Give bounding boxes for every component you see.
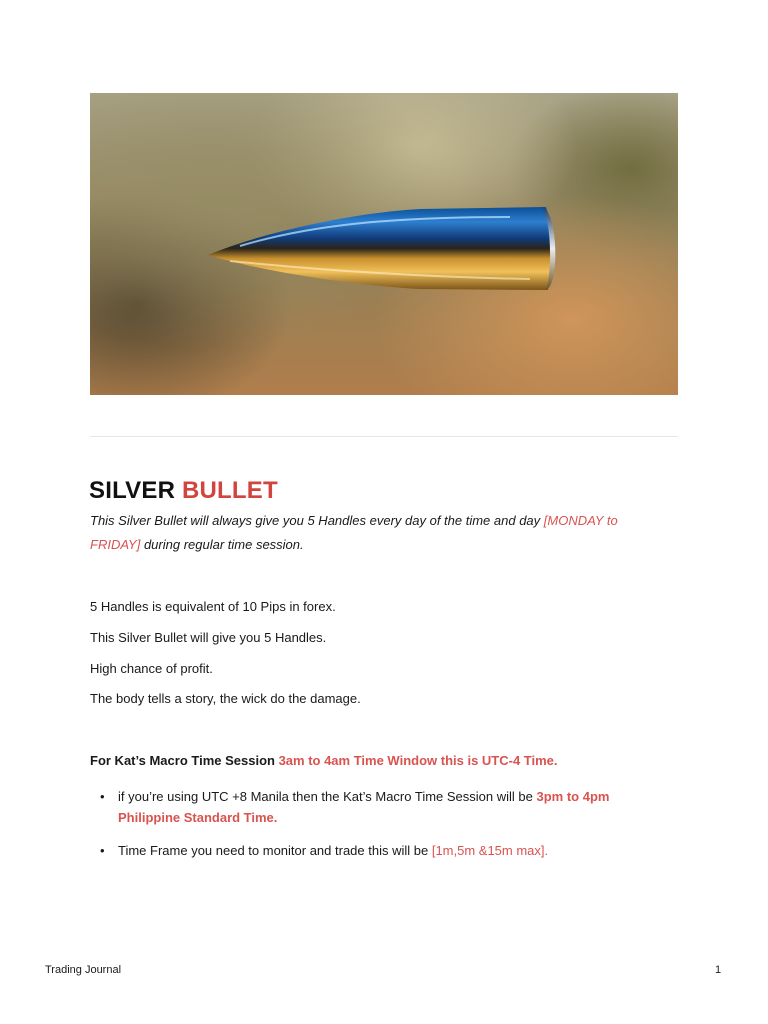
horizontal-divider (90, 436, 678, 437)
bullet-text: if you’re using UTC +8 Manila then the Kat’s Macro Time Session will be (118, 789, 537, 804)
bullet-dot: • (100, 843, 105, 858)
bullet-text: Time Frame you need to monitor and trade this will be (118, 843, 432, 858)
paragraph-five-handles: This Silver Bullet will give you 5 Handles. (90, 630, 327, 645)
paragraph-handles-pips: 5 Handles is equivalent of 10 Pips in forex. (90, 599, 336, 614)
page-number: 1 (715, 964, 722, 976)
paragraph-body-wick: The body tells a story, the wick do the damage. (90, 691, 361, 706)
intro-paragraph (90, 509, 670, 557)
bullet-red-text: 3pm to 4pm Philippine Standard Time. (118, 789, 610, 825)
bullet-dot: • (100, 789, 105, 804)
intro-days: [MONDAY to FRIDAY] (90, 513, 618, 552)
macro-time-window: 3am to 4am Time Window this is UTC-4 Time. (278, 753, 558, 768)
footer-title: Trading Journal (45, 964, 122, 976)
macro-label: For Kat’s Macro Time Session (90, 753, 279, 768)
intro-text: This Silver Bullet will always give you 5 Handles every day of the time and day (90, 513, 544, 528)
bullet-illustration (90, 93, 678, 395)
bullet-list (100, 786, 660, 861)
intro-tail: during regular time session. (140, 537, 304, 552)
bullet-red-text: [1m,5m &15m max]. (431, 843, 549, 858)
bullet-hero-image (90, 93, 678, 395)
paragraph-profit: High chance of profit. (90, 661, 213, 676)
document-title (89, 476, 278, 506)
list-item (100, 786, 660, 828)
title-bullet: BULLET (181, 477, 278, 504)
macro-session-heading (90, 752, 558, 770)
list-item (100, 840, 660, 861)
title-silver: SILVER (89, 477, 176, 504)
